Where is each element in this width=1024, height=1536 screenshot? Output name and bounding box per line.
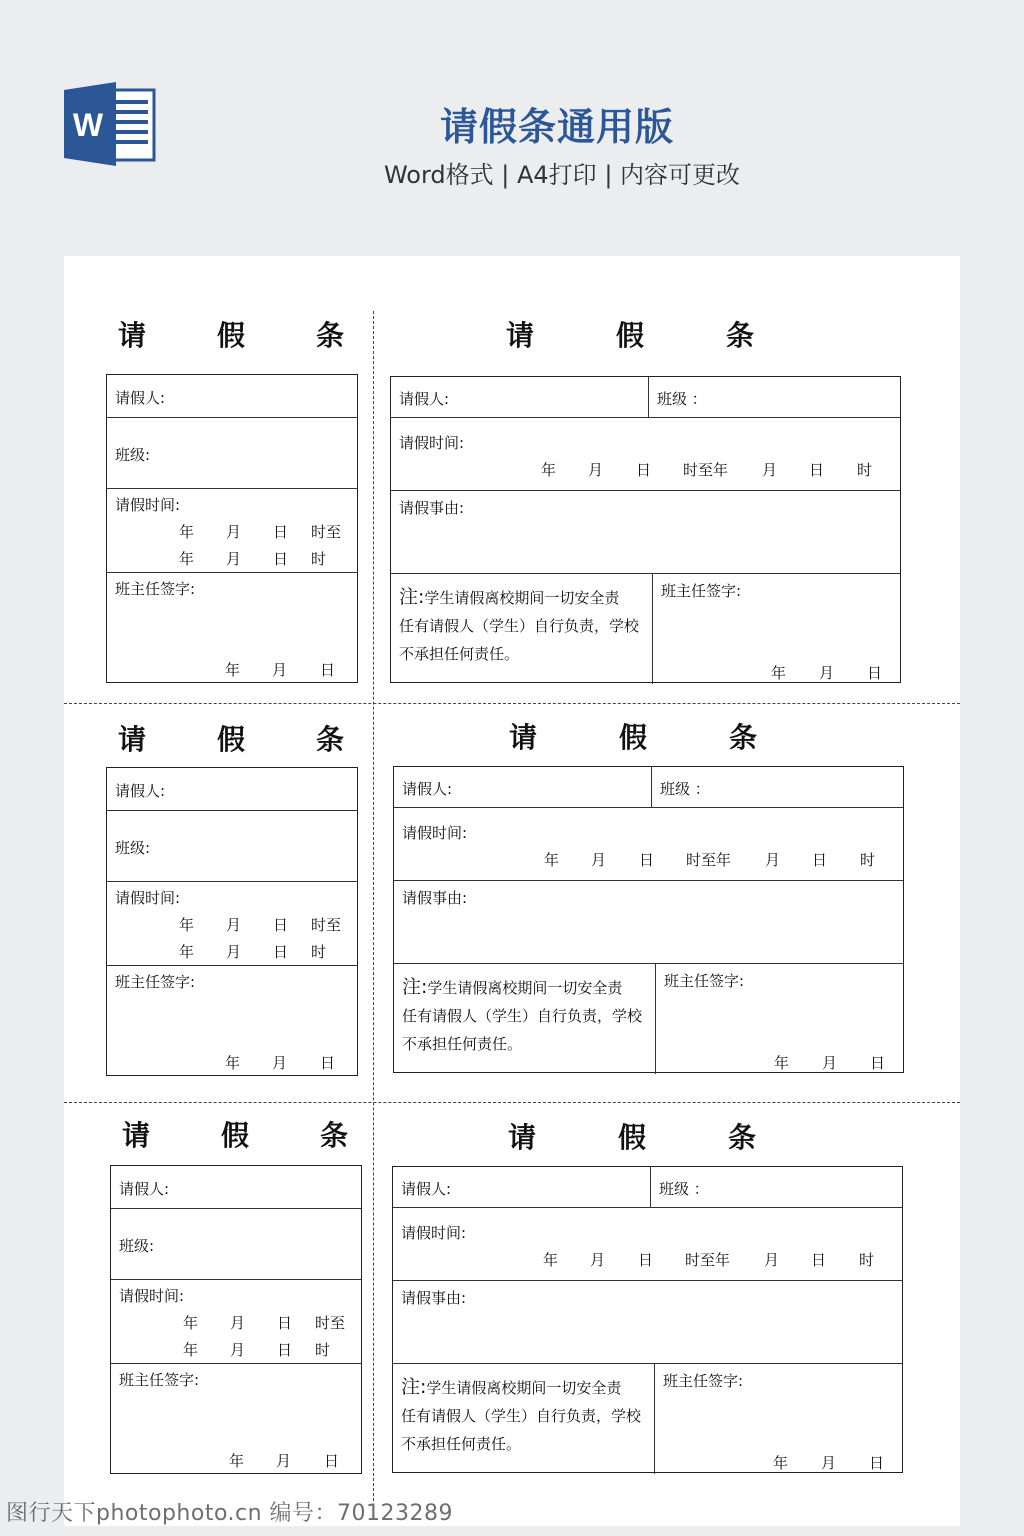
right-leave-slip (393, 766, 904, 1073)
applicant-class-row (391, 377, 900, 418)
applicant-row (107, 375, 357, 418)
applicant-label: 请假人: (115, 389, 166, 407)
date-part-label: 时至 (311, 523, 342, 541)
date-part-label: 时 (859, 1251, 875, 1269)
note-line: 不承担任何责任。 (399, 645, 520, 663)
slip-title-char: 请 (508, 1121, 537, 1154)
slip-title-char: 假 (217, 319, 246, 352)
note-line: 不承担任何责任。 (401, 1435, 522, 1453)
reason-row (391, 491, 900, 574)
time-label: 请假时间: (399, 434, 465, 452)
date-part-label: 月 (764, 1251, 780, 1269)
teacher-sign-label: 班主任签字: (663, 1372, 744, 1390)
applicant-row (107, 768, 357, 811)
date-part-label: 日 (320, 661, 336, 679)
date-part-label: 年 (544, 851, 560, 869)
right-leave-slip (390, 376, 901, 683)
time-label: 请假时间: (115, 496, 181, 514)
date-part-label: 日 (638, 1251, 654, 1269)
time-row (107, 489, 357, 573)
watermark: 图行天下photophoto.cn 编号：70123289 (6, 1501, 454, 1526)
teacher-sign-label: 班主任签字: (664, 972, 745, 990)
slip-title-char: 请 (118, 723, 147, 756)
slip-title-char: 条 (728, 1121, 757, 1154)
date-part-label: 月 (272, 661, 288, 679)
slip-title-char: 条 (316, 319, 345, 352)
right-leave-slip (392, 1166, 903, 1473)
class-label: 班级 ： (660, 780, 710, 798)
date-part-label: 日 (636, 461, 652, 479)
date-part-label: 月 (821, 1454, 837, 1472)
teacher-sign-label: 班主任签字: (115, 973, 196, 991)
note-line (401, 1372, 621, 1399)
slip-title-char: 条 (320, 1119, 349, 1152)
reason-label: 请假事由: (401, 1289, 467, 1307)
date-part-label: 时至年 (683, 461, 729, 479)
teacher-sign-label: 班主任签字: (115, 580, 196, 598)
date-part-label: 时至 (315, 1314, 346, 1332)
date-part-label: 年 (183, 1314, 199, 1332)
date-part-label: 月 (230, 1314, 246, 1332)
class-label: 班级: (115, 839, 151, 857)
date-part-label: 年 (225, 1054, 241, 1072)
date-part-label: 月 (226, 916, 242, 934)
date-part-label: 日 (811, 1251, 827, 1269)
signature-row (107, 966, 357, 1077)
document-title: 请假条通用版 (439, 105, 674, 149)
applicant-label: 请假人: (115, 782, 166, 800)
slip-title-char: 假 (616, 319, 645, 352)
slip-title-char: 条 (316, 723, 345, 756)
date-part-label: 日 (273, 550, 289, 568)
date-part-label: 月 (230, 1341, 246, 1359)
date-part-label: 日 (809, 461, 825, 479)
note-text: 学生请假离校期间一切安全责 (426, 1379, 622, 1397)
date-part-label: 年 (179, 550, 195, 568)
note-line (399, 582, 619, 609)
date-part-label: 年 (229, 1452, 245, 1470)
date-part-label: 年 (179, 523, 195, 541)
date-part-label: 日 (273, 523, 289, 541)
date-part-label: 日 (320, 1054, 336, 1072)
applicant-row (111, 1166, 361, 1209)
date-part-label: 月 (226, 943, 242, 961)
date-part-label: 年 (771, 664, 787, 682)
date-part-label: 日 (870, 1054, 886, 1072)
date-part-label: 月 (762, 461, 778, 479)
document-subtitle: Word格式 | A4打印 | 内容可更改 (383, 161, 741, 189)
time-label: 请假时间: (115, 889, 181, 907)
left-leave-slip (110, 1165, 362, 1474)
date-part-label: 年 (543, 1251, 559, 1269)
note-mark: 注: (399, 586, 425, 608)
column-divider (648, 377, 649, 417)
reason-label: 请假事由: (399, 499, 465, 517)
note-signature-row (394, 964, 903, 1074)
date-part-label: 时至 (311, 916, 342, 934)
date-part-label: 时 (857, 461, 873, 479)
applicant-label: 请假人: (119, 1180, 170, 1198)
time-row (107, 882, 357, 966)
date-part-label: 年 (183, 1341, 199, 1359)
time-label: 请假时间: (401, 1224, 467, 1242)
slip-title-char: 假 (619, 721, 648, 754)
class-label: 班级 ： (659, 1180, 709, 1198)
column-divider (651, 767, 652, 807)
class-label: 班级: (119, 1237, 155, 1255)
date-part-label: 年 (541, 461, 557, 479)
horizontal-cut-line (64, 703, 960, 704)
date-part-label: 月 (819, 664, 835, 682)
applicant-label: 请假人: (402, 780, 453, 798)
note-line: 任有请假人（学生）自行负责，学校 (402, 1007, 643, 1025)
date-part-label: 日 (273, 916, 289, 934)
applicant-label: 请假人: (399, 390, 450, 408)
date-part-label: 年 (773, 1454, 789, 1472)
note-mark: 注: (402, 976, 428, 998)
date-part-label: 年 (774, 1054, 790, 1072)
date-part-label: 时 (311, 943, 327, 961)
slip-title-char: 条 (729, 721, 758, 754)
note-text: 学生请假离校期间一切安全责 (424, 589, 620, 607)
left-leave-slip (106, 767, 358, 1076)
signature-row (111, 1364, 361, 1475)
date-part-label: 月 (272, 1054, 288, 1072)
slip-title-char: 请 (122, 1119, 151, 1152)
slip-title-char: 请 (506, 319, 535, 352)
date-part-label: 年 (179, 943, 195, 961)
date-part-label: 月 (765, 851, 781, 869)
date-part-label: 日 (277, 1341, 293, 1359)
teacher-sign-label: 班主任签字: (119, 1371, 200, 1389)
time-row (111, 1280, 361, 1364)
date-part-label: 时 (860, 851, 876, 869)
time-label: 请假时间: (119, 1287, 185, 1305)
date-part-label: 日 (324, 1452, 340, 1470)
date-part-label: 日 (869, 1454, 885, 1472)
date-part-label: 月 (226, 550, 242, 568)
column-divider (652, 574, 653, 684)
slip-title-char: 请 (509, 721, 538, 754)
applicant-class-row (394, 767, 903, 808)
note-line (402, 972, 622, 999)
date-part-label: 年 (179, 916, 195, 934)
class-row (107, 418, 357, 489)
reason-row (393, 1281, 902, 1364)
column-divider (655, 964, 656, 1074)
date-part-label: 月 (591, 851, 607, 869)
slip-title-char: 假 (217, 723, 246, 756)
date-part-label: 日 (277, 1314, 293, 1332)
note-signature-row (393, 1364, 902, 1474)
reason-row (394, 881, 903, 964)
applicant-class-row (393, 1167, 902, 1208)
svg-text:W: W (72, 107, 104, 143)
left-leave-slip (106, 374, 358, 683)
horizontal-cut-line (64, 1102, 960, 1103)
date-part-label: 日 (867, 664, 883, 682)
teacher-sign-label: 班主任签字: (661, 582, 742, 600)
date-part-label: 日 (812, 851, 828, 869)
time-row (394, 808, 903, 881)
date-part-label: 月 (276, 1452, 292, 1470)
column-divider (654, 1364, 655, 1474)
date-part-label: 时 (315, 1341, 331, 1359)
slip-title-char: 假 (618, 1121, 647, 1154)
applicant-label: 请假人: (401, 1180, 452, 1198)
note-line: 不承担任何责任。 (402, 1035, 523, 1053)
date-part-label: 月 (822, 1054, 838, 1072)
date-part-label: 月 (226, 523, 242, 541)
date-part-label: 时 (311, 550, 327, 568)
note-line: 任有请假人（学生）自行负责，学校 (399, 617, 640, 635)
slip-title-char: 假 (221, 1119, 250, 1152)
date-part-label: 时至年 (686, 851, 732, 869)
slip-title-char: 条 (726, 319, 755, 352)
date-part-label: 时至年 (685, 1251, 731, 1269)
date-part-label: 日 (639, 851, 655, 869)
note-line: 任有请假人（学生）自行负责，学校 (401, 1407, 642, 1425)
slip-title-char: 请 (118, 319, 147, 352)
time-row (391, 418, 900, 491)
reason-label: 请假事由: (402, 889, 468, 907)
note-text: 学生请假离校期间一切安全责 (427, 979, 623, 997)
time-row (393, 1208, 902, 1281)
date-part-label: 日 (273, 943, 289, 961)
date-part-label: 月 (588, 461, 604, 479)
class-label: 班级 ： (657, 390, 707, 408)
date-part-label: 月 (590, 1251, 606, 1269)
vertical-cut-line (373, 311, 374, 1501)
class-label: 班级: (115, 446, 151, 464)
column-divider (650, 1167, 651, 1207)
class-row (111, 1209, 361, 1280)
note-signature-row (391, 574, 900, 684)
note-mark: 注: (401, 1376, 427, 1398)
class-row (107, 811, 357, 882)
time-label: 请假时间: (402, 824, 468, 842)
date-part-label: 年 (225, 661, 241, 679)
paper-sheet (64, 256, 960, 1526)
signature-row (107, 573, 357, 684)
